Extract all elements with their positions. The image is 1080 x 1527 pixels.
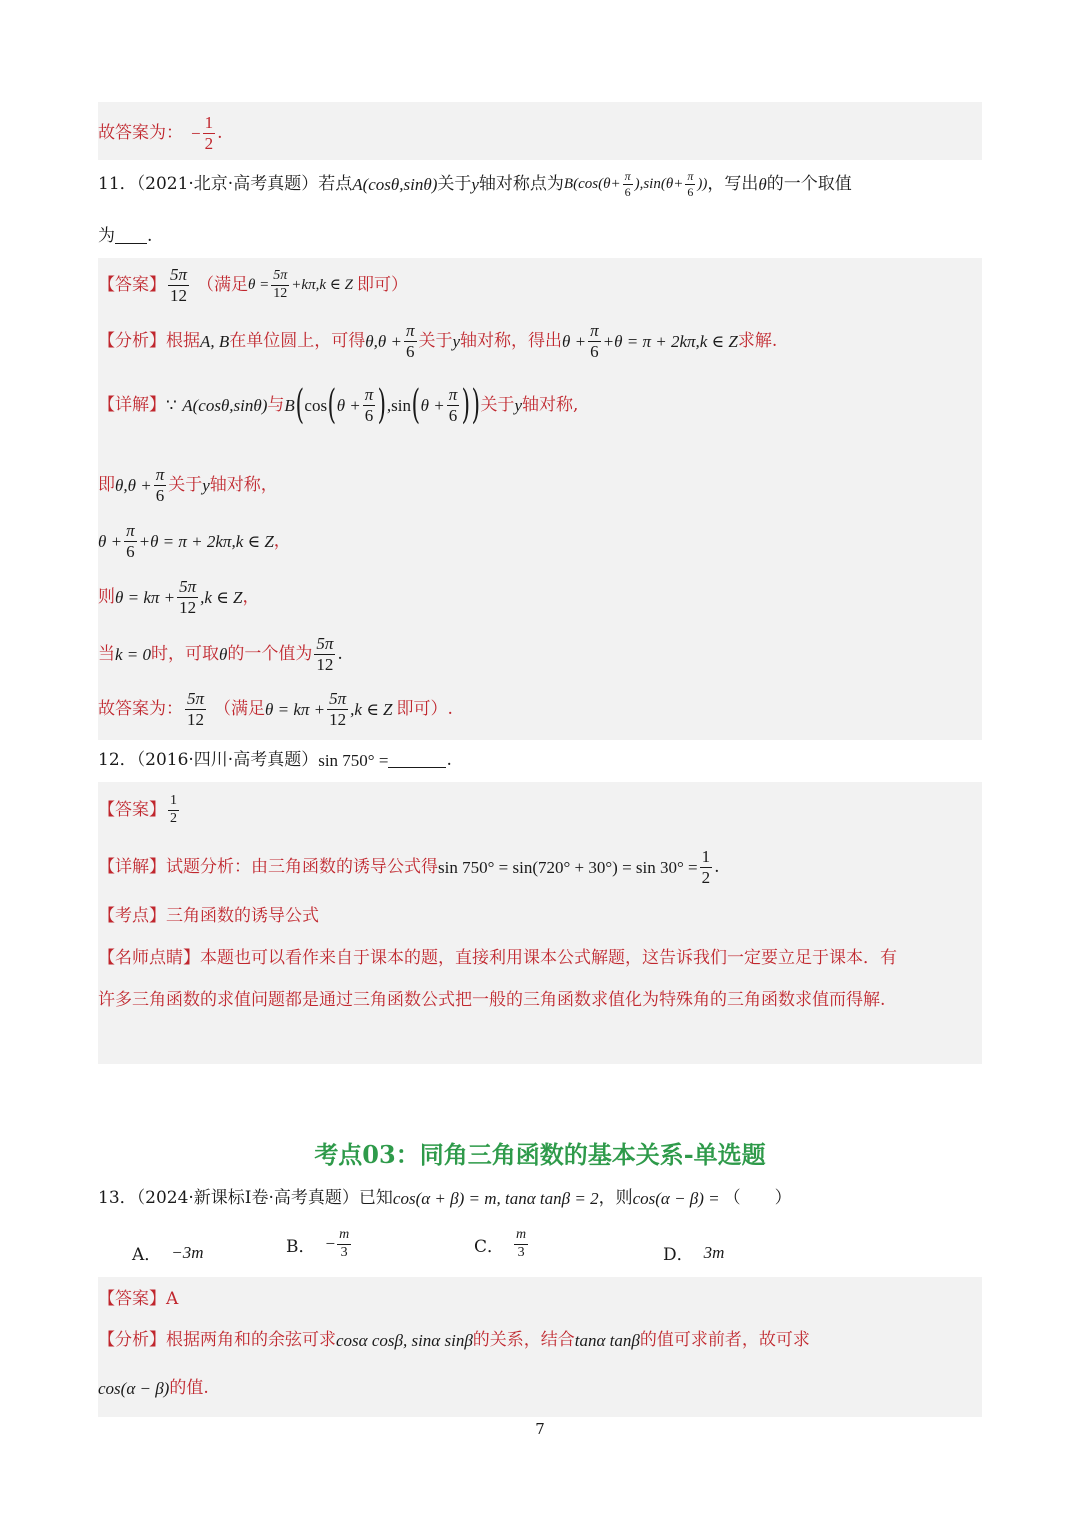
q13-answer: 【答案】 A [98,1289,179,1309]
option-b[interactable]: B． − $\frac{m}{3}$ [286,1227,350,1260]
q13-analysis-line2: cos(α − β) 的值. [98,1378,209,1398]
q12-teacher-tip-line2: 许多三角函数的求值问题都是通过三角函数公式把一般的三角函数求值化为特殊角的三角函数求值而得解. [98,990,886,1010]
q11-detail: 【详解】 ∵ A(cosθ,sinθ) 与 B ( cos ( θ + $\frac{\pi}{6}$ ) ,sin ( θ + $\frac{\pi}{6}$ ) ) 关于 y 轴对称, [98,382,579,429]
q12-stem: 12．（2016·四川·高考真题） sin 750° = . [98,750,452,770]
q10-solution-block [98,102,982,160]
q11-detail-step3: 则 θ = kπ + $\frac{5\pi}{12}$ ,k ∈ Z ， [98,577,260,617]
q13-stem: 13．（2024·新课标Ⅰ卷·高考真题）已知 cos(α + β) = m, tanα tanβ = 2 ，则 cos(α − β) = （ ） [98,1188,792,1208]
q11-final-answer: 故答案为： $\frac{5\pi}{12}$ （满足 θ = kπ + $\frac{5\pi}{12}$ ,k ∈ Z 即可）. [98,689,453,729]
q11-stem: 11．（2021·北京·高考真题）若点 A (cosθ,sinθ) 关于 y 轴对称点为 B (cos(θ+ $\frac{\pi}{6}$ ),sin(θ+ $\frac{\pi}{6}$ )) ，写出 θ 的一个取值 [98,169,852,199]
q11-solution-block [98,258,982,740]
q12-detail: 【详解】 试题分析：由三角函数的诱导公式得 sin 750° = sin(720° + 30°) = sin 30° = $\frac{1}{2}$ . [98,847,720,887]
q13-solution-block [98,1277,982,1417]
q11-stem-line2: 为 . [98,226,153,246]
q13-analysis: 【分析】 根据两角和的余弦可求 cosα cosβ, sinα sinβ 的关系，结合 tanα tanβ 的值可求前者，故可求 [98,1330,810,1350]
q11-detail-step1: 即 θ,θ + $\frac{\pi}{6}$ 关于 y 轴对称， [98,465,278,505]
q10-final-answer: 故答案为： − $\frac{1}{2}$ . [98,113,223,153]
q12-key-point: 【考点】 三角函数的诱导公式 [98,906,319,926]
q11-answer: 【答案】 $\frac{5\pi}{12}$ （满足 θ = $\frac{5\pi}{12}$ +kπ,k ∈ Z 即可） [98,265,408,305]
q11-detail-step2: θ + $\frac{\pi}{6}$ +θ = π + 2kπ,k ∈ Z ， [98,521,291,561]
option-a[interactable]: A． −3m [132,1242,204,1265]
q12-teacher-tip: 【名师点睛】 本题也可以看作来自于课本的题，直接利用课本公式解题，这告诉我们一定要立足于课本．有 [98,948,897,968]
q11-analysis: 【分析】 根据 A, B 在单位圆上，可得 θ,θ + $\frac{\pi}{6}$ 关于 y 轴对称，得出 θ + $\frac{\pi}{6}$ +θ = π + 2kπ,k ∈ Z 求解. [98,321,778,361]
q12-solution-block [98,782,982,1064]
q11-detail-step4: 当 k = 0 时，可取 θ 的一个值为 $\frac{5\pi}{12}$ . [98,634,343,674]
section-heading: 考点03：同角三角函数的基本关系-单选题 [314,1140,766,1169]
page-number: 7 [535,1420,545,1438]
option-c[interactable]: C． $\frac{m}{3}$ [474,1227,527,1260]
option-d[interactable]: D． 3m [663,1242,725,1265]
q12-answer: 【答案】 $\frac{1}{2}$ [98,793,177,826]
